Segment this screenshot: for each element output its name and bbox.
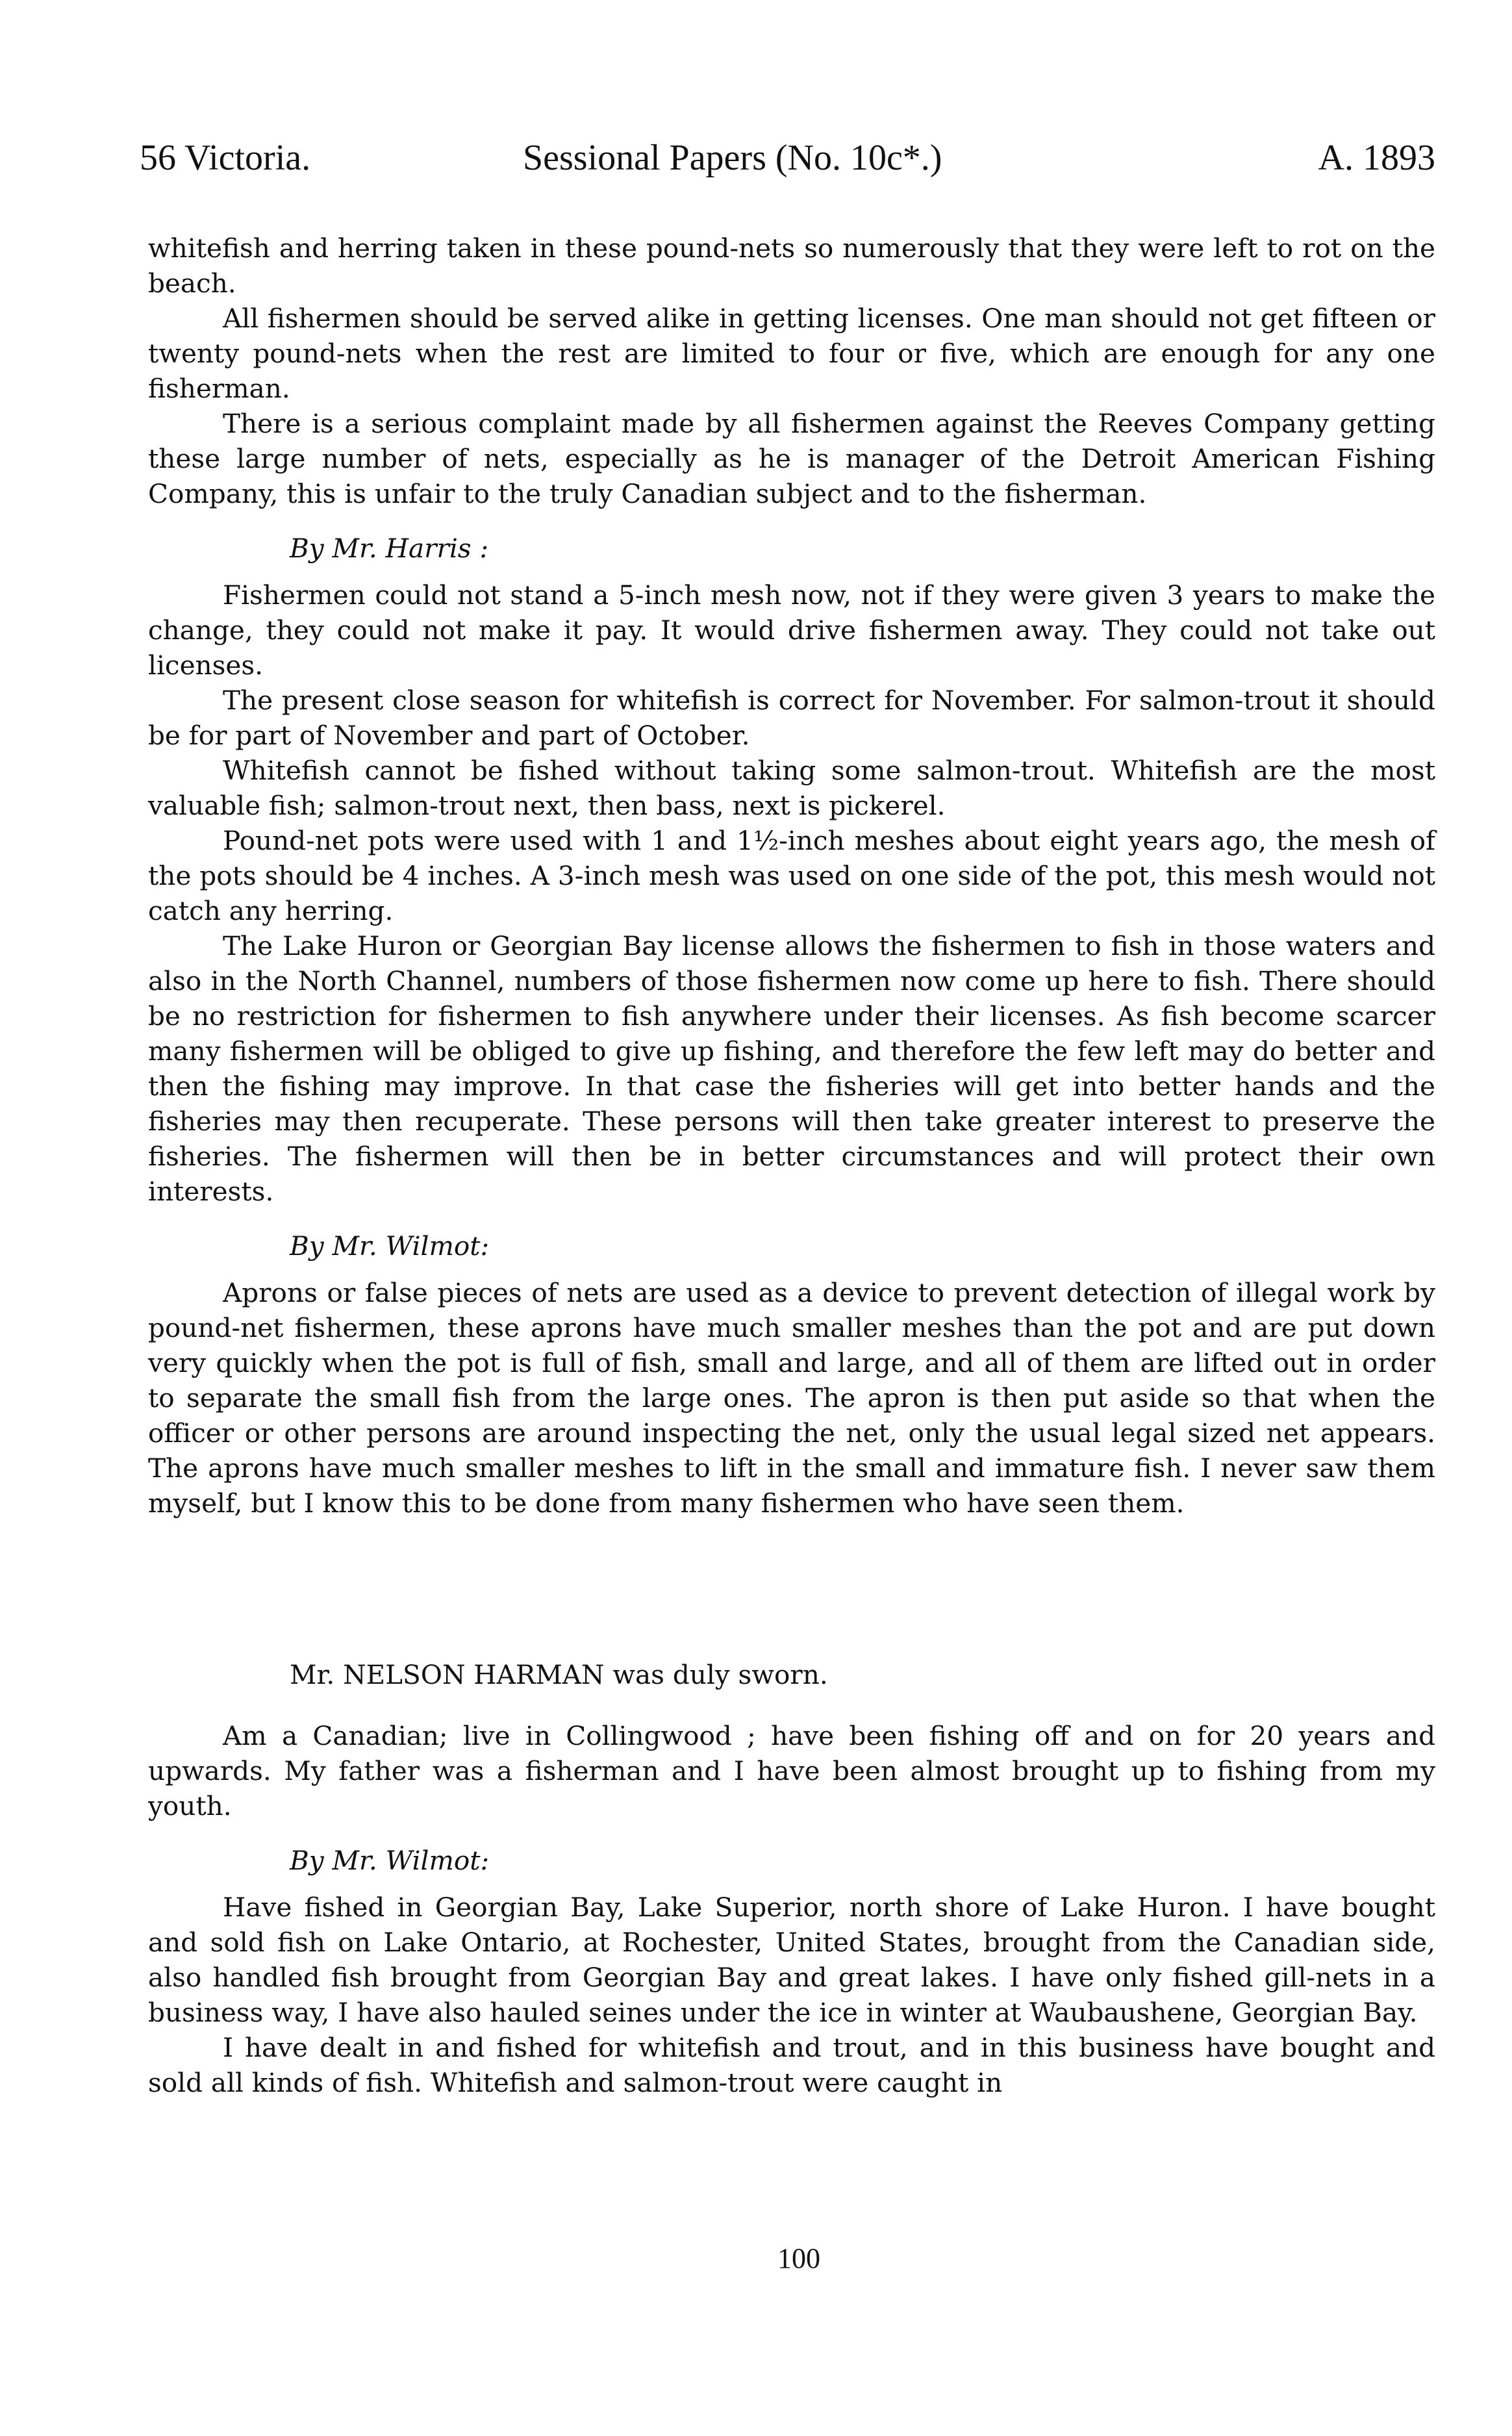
paragraph: Fishermen could not stand a 5-inch mesh now, not if they were given 3 years to make the change, they could not make it pay. It would drive fishermen away. They could not take out licenses. (148, 579, 1435, 681)
paragraph: There is a serious complaint made by all fishermen against the Reeves Company getting these large number of nets, especially as he is manager of the Detroit American Fishing Company, this is unfair to the truly Canadian subject and to the fisherman. (148, 408, 1435, 509)
paragraph: The present close season for whitefish is correct for November. For salmon-trout it should be for part of November and part of October. (148, 685, 1435, 751)
paragraph: whitefish and herring taken in these pound-nets so numerously that they were left to rot on the beach. (148, 233, 1435, 299)
paragraph: Aprons or false pieces of nets are used as a device to prevent detection of illegal work by pound-net fishermen, these aprons have much smaller meshes than the pot and are put down very quickly when the pot is full of fish, small and large, and all of them are lifted out in order to separate the small fish from the large ones. The apron is then put aside so that when the officer or other persons are around inspecting the net, only the usual legal sized net appears. The aprons have much smaller meshes to lift in the small and immature fish. I never saw them myself, but I know this to be done from many fishermen who have seen them. (148, 1277, 1435, 1519)
paragraph: Am a Canadian; live in Collingwood ; have been fishing off and on for 20 years and upwards. My father was a fisherman and I have been almost brought up to fishing from my youth. (148, 1720, 1435, 1821)
header-volume: 56 Victoria. (140, 138, 311, 178)
paragraph: I have dealt in and fished for whitefish and trout, and in this business have bought and sold all kinds of fish. Whitefish and salmon-trout were caught in (148, 2032, 1435, 2098)
paragraph: Have fished in Georgian Bay, Lake Superior, north shore of Lake Huron. I have bought and sold fish on Lake Ontario, at Rochester, United States, brought from the Canadian side, also handled fish brought from Georgian Bay and great lakes. I have only fished gill-nets in a business way, I have also hauled seines under the ice in winter at Waubaushene, Georgian Bay. (148, 1892, 1435, 2028)
paragraph: Whitefish cannot be fished without taking some salmon-trout. Whitefish are the most valuable fish; salmon-trout next, then bass, next is pickerel. (148, 755, 1435, 821)
paragraph: Pound-net pots were used with 1 and 1½-inch meshes about eight years ago, the mesh of the pots should be 4 inches. A 3-inch mesh was used on one side of the pot, this mesh would not catch any herring. (148, 825, 1435, 926)
paragraph: All fishermen should be served alike in getting licenses. One man should not get fifteen or twenty pound-nets when the rest are limited to four or five, which are enough for any one fisherman. (148, 303, 1435, 404)
header-year: A. 1893 (1318, 138, 1435, 178)
section-spacer (148, 1521, 1435, 1657)
paragraph: The Lake Huron or Georgian Bay license allows the fishermen to fish in those waters and also in the North Channel, numbers of those fishermen now come up here to fish. There should be no restriction for fishermen to fish anywhere under their licenses. As fish become scarcer many fishermen will be obliged to give up fishing, and therefore the few left may do better and then the fishing may improve. In that case the fisheries will get into better hands and the fisheries may then recuperate. These persons will then take greater interest to preserve the fisheries. The fishermen will then be in better circumstances and will protect their own interests. (148, 930, 1435, 1207)
page-number: 100 (777, 2242, 820, 2274)
examiner-heading: By Mr. Wilmot: (290, 1230, 490, 1262)
examiner-heading: By Mr. Harris : (290, 533, 489, 564)
header-title: Sessional Papers (No. 10c*.) (523, 138, 942, 178)
witness-sworn-line: Mr. NELSON HARMAN was duly sworn. (290, 1659, 828, 1690)
section-spacer (148, 1692, 1435, 1718)
running-header (140, 129, 1435, 187)
body-text (148, 231, 1435, 2100)
examiner-heading: By Mr. Wilmot: (290, 1845, 490, 1876)
